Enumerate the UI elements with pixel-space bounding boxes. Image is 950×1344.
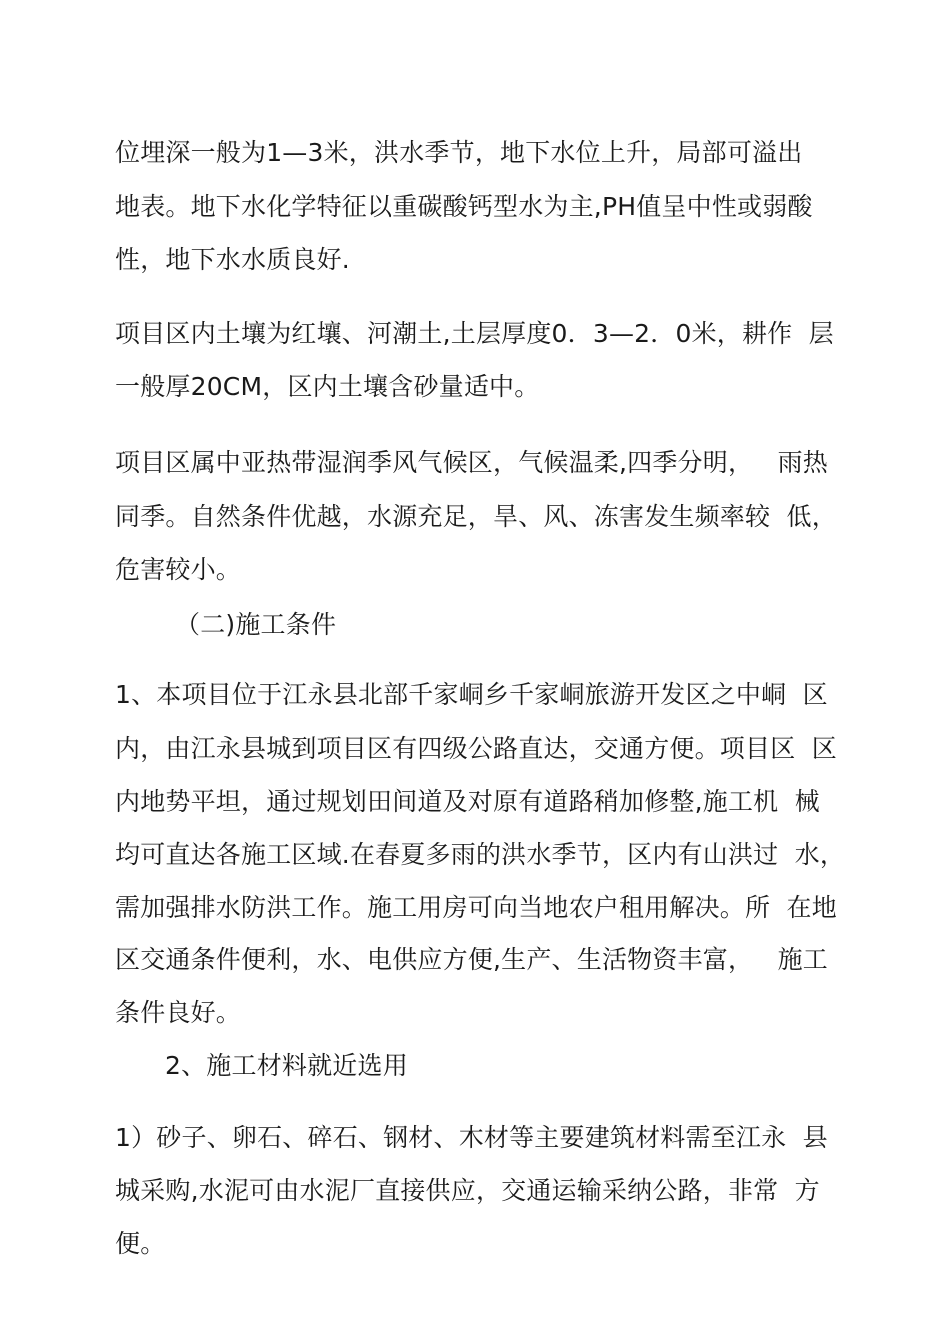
para1-line-1: 位埋深一般为1—3米，洪水季节，地下水位上升，局部可溢出 (115, 138, 803, 167)
para4-line-3: 内地势平坦，通过规划田间道及对原有道路稍加修整,施工机 械 (115, 787, 820, 816)
para4-line-2: 内，由江永县城到项目区有四级公路直达，交通方便。项目区 区 (115, 734, 837, 763)
section-heading-materials: 2、施工材料就近选用 (165, 1051, 408, 1080)
para5-line-2: 城采购,水泥可由水泥厂直接供应，交通运输采纳公路，非常 方 (115, 1176, 820, 1205)
para4-line-7: 条件良好。 (115, 998, 242, 1027)
para4-line-6: 区交通条件便利，水、电供应方便,生产、生活物资丰富， 施工 (115, 945, 828, 974)
para3-line-1: 项目区属中亚热带湿润季风气候区，气候温柔,四季分明， 雨热 (115, 448, 828, 477)
para2-line-2: 一般厚20CM，区内土壤含砂量适中。 (115, 372, 540, 401)
para1-line-2: 地表。地下水化学特征以重碳酸钙型水为主,PH值呈中性或弱酸 (115, 192, 813, 221)
para3-line-3: 危害较小。 (115, 555, 242, 584)
para2-line-1: 项目区内土壤为红壤、河潮土,土层厚度0．3—2．0米，耕作 层 (115, 319, 834, 348)
para4-line-4: 均可直达各施工区域.在春夏多雨的洪水季节，区内有山洪过 水， (115, 840, 846, 869)
para5-line-1: 1）砂子、卵石、碎石、钢材、木材等主要建筑材料需至江永 县 (115, 1123, 828, 1152)
section-heading-construction-conditions: （二)施工条件 (175, 610, 337, 639)
para5-line-3: 便。 (115, 1229, 166, 1258)
para4-line-5: 需加强排水防洪工作。施工用房可向当地农户租用解决。所 在地 (115, 893, 837, 922)
para3-line-2: 同季。自然条件优越，水源充足，旱、风、冻害发生频率较 低， (115, 502, 837, 531)
para1-line-3: 性，地下水水质良好. (115, 245, 350, 274)
para4-line-1: 1、本项目位于江永县北部千家峒乡千家峒旅游开发区之中峒 区 (115, 680, 828, 709)
